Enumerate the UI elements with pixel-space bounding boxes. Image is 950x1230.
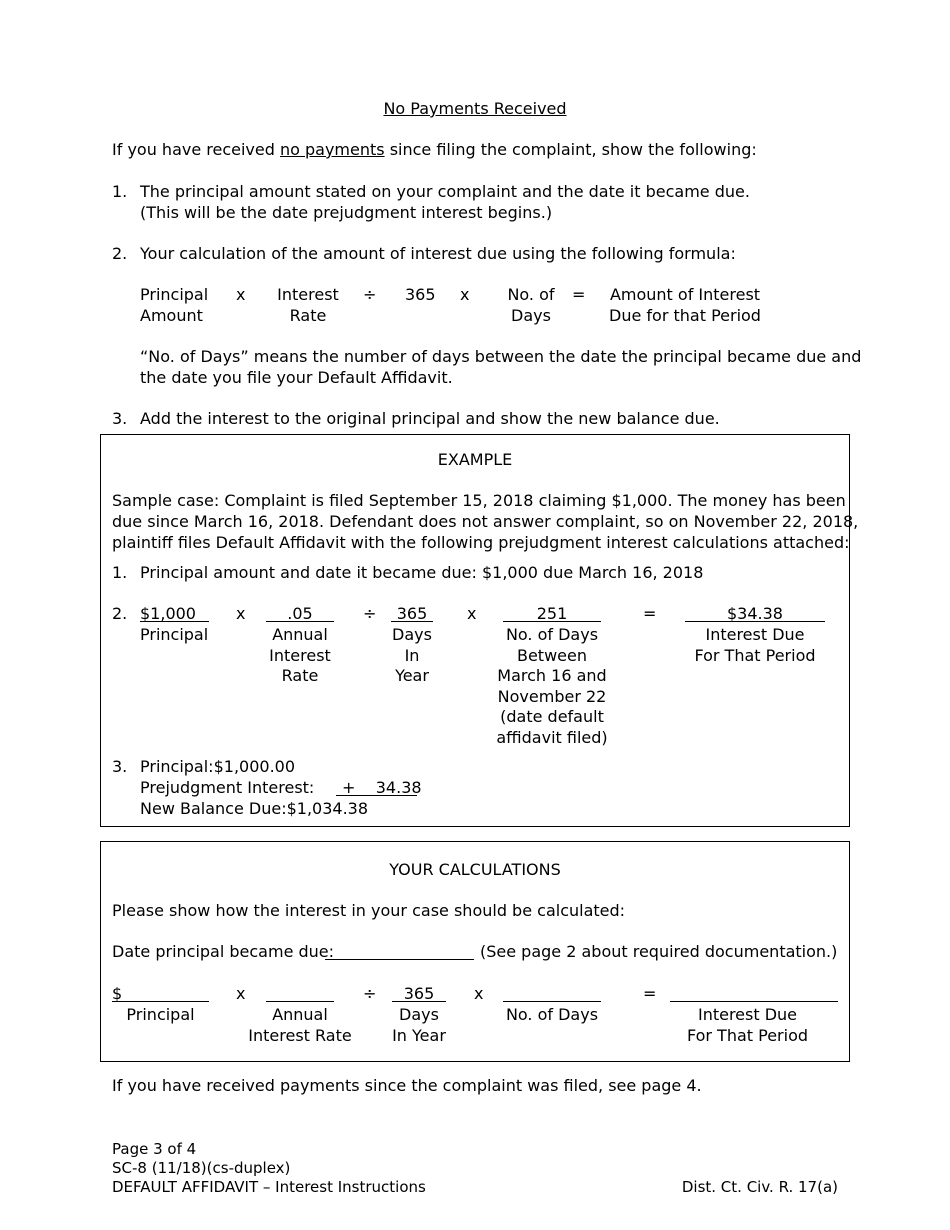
your-result-blank[interactable]	[670, 1001, 838, 1002]
example-result-value: $34.38	[727, 604, 783, 623]
formula-result-line-2: Due for that Period	[609, 305, 761, 325]
example-result-label	[680, 625, 830, 666]
formula-rate-line-1: Interest	[277, 285, 339, 304]
example-days-label-1: No. of Days	[505, 625, 599, 644]
example-equals: =	[643, 604, 657, 623]
date-due-blank[interactable]	[325, 959, 474, 960]
example-rate-label-2: Interest	[269, 645, 331, 665]
formula-days-line-2: Days	[511, 305, 551, 325]
formula-multiply-1: x	[236, 285, 246, 304]
example-rate-value: .05	[287, 604, 313, 623]
example-days-label-3: March 16 and	[497, 666, 607, 685]
footer-form-id: SC-8 (11/18)(cs-duplex)	[112, 1159, 291, 1177]
example-days-label-5: (date default	[500, 707, 604, 726]
days-note-line-2: the date you file your Default Affidavit.	[140, 368, 453, 387]
example-rate-label	[260, 625, 340, 687]
step-2-text: Your calculation of the amount of interest due using the following formula:	[140, 244, 736, 263]
intro-underlined: no payments	[279, 140, 385, 159]
example-principal-value: $1,000	[140, 604, 196, 623]
footer-rule: Dist. Ct. Civ. R. 17(a)	[681, 1178, 838, 1196]
example-prejudgment-underline	[336, 795, 417, 796]
example-divide: ÷	[363, 604, 377, 623]
example-days-year-label	[382, 625, 442, 687]
example-days-label-6: affidavit filed)	[496, 727, 608, 747]
intro-before: If you have received	[112, 140, 280, 159]
your-divide: ÷	[363, 984, 377, 1003]
example-days-year-underline	[391, 621, 433, 622]
your-days-year-label-1: Days	[399, 1005, 439, 1024]
formula-days	[496, 285, 566, 326]
example-result-label-1: Interest Due	[705, 625, 805, 644]
example-sample-line-1: Sample case: Complaint is filed September 15, 2018 claiming $1,000. The money has been	[112, 491, 846, 510]
example-sample-line-2: due since March 16, 2018. Defendant does not answer complaint, so on November 22, 2018,	[112, 512, 859, 531]
your-days-label: No. of Days	[505, 1005, 599, 1024]
example-item-1-number: 1.	[112, 563, 128, 582]
example-prejudgment-label: Prejudgment Interest:	[140, 778, 315, 797]
your-dollar-sign: $	[112, 984, 123, 1003]
your-result-label-2: For That Period	[686, 1025, 809, 1045]
your-result-label-1: Interest Due	[697, 1005, 798, 1024]
payments-received-note: If you have received payments since the complaint was filed, see page 4.	[112, 1076, 702, 1095]
example-principal-row-amount: $1,000.00	[213, 757, 296, 776]
formula-equals: =	[572, 285, 586, 304]
example-principal-label: Principal	[140, 625, 209, 644]
step-3-number: 3.	[112, 409, 128, 428]
your-days-blank[interactable]	[503, 1001, 601, 1002]
example-rate-label-3: Rate	[281, 666, 319, 685]
example-prejudgment-amount: + 34.38	[342, 778, 422, 797]
your-days-year-label	[379, 1005, 459, 1046]
example-days-year-label-3: Year	[395, 666, 429, 685]
example-sample-line-3: plaintiff files Default Affidavit with the following prejudgment interest calculations attached:	[112, 533, 850, 552]
formula-divide: ÷	[363, 285, 377, 304]
your-calculations-heading: YOUR CALCULATIONS	[389, 860, 561, 879]
your-principal-label: Principal	[126, 1005, 195, 1024]
your-rate-label-1: Annual	[272, 1005, 328, 1024]
example-days-value: 251	[536, 604, 568, 623]
formula-result	[600, 285, 770, 326]
formula-days-in-year: 365	[405, 285, 436, 304]
example-item-2-number: 2.	[112, 604, 128, 623]
your-principal-blank[interactable]	[112, 1001, 209, 1002]
footer-form-title: DEFAULT AFFIDAVIT – Interest Instructions	[112, 1178, 426, 1196]
your-result-label	[670, 1005, 825, 1046]
your-multiply-2: x	[474, 984, 484, 1003]
step-2-number: 2.	[112, 244, 128, 263]
example-balance-row	[140, 799, 368, 820]
your-multiply-1: x	[236, 984, 246, 1003]
your-rate-label	[240, 1005, 360, 1046]
formula-principal-line-1: Principal	[140, 285, 209, 304]
example-days-label-4: November 22	[497, 686, 607, 706]
example-days-year-value: 365	[396, 604, 428, 623]
your-days-year-value: 365	[403, 984, 435, 1003]
example-principal-row-label: Principal:	[140, 757, 214, 776]
example-days-label-2: Between	[516, 645, 587, 665]
formula-rate-line-2: Rate	[289, 305, 327, 325]
your-days-year-underline	[392, 1001, 446, 1002]
your-rate-blank[interactable]	[266, 1001, 334, 1002]
formula-days-line-1: No. of	[507, 285, 555, 304]
formula-multiply-2: x	[460, 285, 470, 304]
your-rate-label-2: Interest Rate	[248, 1025, 352, 1045]
step-3-text: Add the interest to the original principal and show the new balance due.	[140, 409, 720, 428]
formula-rate	[268, 285, 348, 326]
example-days-label	[482, 625, 622, 748]
example-balance-row-label: New Balance Due:	[140, 799, 287, 818]
example-result-label-2: For That Period	[694, 645, 816, 665]
example-multiply-2: x	[467, 604, 477, 623]
example-rate-underline	[266, 621, 334, 622]
example-rate-label-1: Annual	[272, 625, 328, 644]
step-1-text-2: (This will be the date prejudgment interest begins.)	[140, 203, 553, 222]
your-equals: =	[643, 984, 657, 1003]
example-result-underline	[685, 621, 825, 622]
example-principal-underline	[140, 621, 209, 622]
page-title: No Payments Received	[383, 99, 567, 118]
example-days-underline	[503, 621, 601, 622]
formula-principal-line-2: Amount	[140, 305, 203, 325]
step-1-text: The principal amount stated on your complaint and the date it became due.	[140, 182, 750, 201]
example-principal-row	[140, 757, 295, 778]
example-item-1-text: Principal amount and date it became due: $1,000 due March 16, 2018	[140, 563, 704, 582]
example-days-year-label-2: In	[404, 645, 420, 665]
date-due-label: Date principal became due:	[112, 942, 335, 961]
date-due-note: (See page 2 about required documentation.)	[480, 942, 838, 961]
intro-after: since filing the complaint, show the following:	[384, 140, 757, 159]
footer-page-number: Page 3 of 4	[112, 1140, 197, 1158]
example-multiply-1: x	[236, 604, 246, 623]
example-balance-row-amount: $1,034.38	[286, 799, 369, 818]
example-item-3-number: 3.	[112, 757, 128, 776]
formula-result-line-1: Amount of Interest	[609, 285, 761, 304]
intro-text	[112, 140, 757, 161]
your-calculations-instruction: Please show how the interest in your case should be calculated:	[112, 901, 626, 920]
example-days-year-label-1: Days	[392, 625, 432, 644]
step-1-number: 1.	[112, 182, 128, 201]
days-note-line-1: “No. of Days” means the number of days between the date the principal became due and	[140, 347, 862, 366]
formula-principal	[140, 285, 208, 326]
your-days-year-label-2: In Year	[392, 1025, 446, 1045]
example-heading: EXAMPLE	[437, 450, 513, 469]
